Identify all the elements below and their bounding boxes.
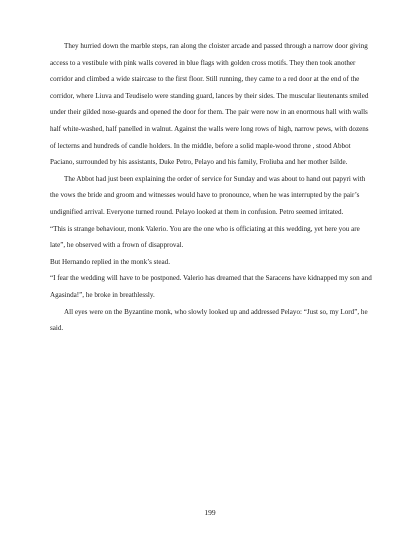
page-number: 199 [204,508,216,517]
paragraph-6: All eyes were on the Byzantine monk, who slowly looked up and addressed Pelayo: “Just so, my Lord”, he said. [50,307,368,333]
paragraph-3: “This is strange behaviour, monk Valerio. You are the one who is officiating at this wedding, yet here you are late”, he observed with a frown of disapproval. [50,224,360,250]
body-text [50,38,375,337]
paragraph-4: But Hernando replied in the monk’s stead. [50,257,170,266]
paragraph-1: They hurried down the marble steps, ran along the cloister arcade and passed through a narrow door giving access to a vestibule with pink walls covered in blue flags with golden cross motifs. They then took another corridor and climbed a wide staircase to the first floor. Still running, they came to a red door at the end of the corridor, where Liuva and Teudiselo were standing guard, lances by their sides. The muscular lieutenants smiled under their gilded nose-guards and opened the door for them. The pair were now in an enormous hall with walls half white-washed, half panelled in walnut. Against the walls were long rows of high, narrow pews, with dozens of lecterns and hundreds of candle holders. In the middle, before a solid maple-wood throne , stood Abbot Paciano, surrounded by his assistants, Duke Petro, Pelayo and his family, Froliuba and her mother Isilde. [50,42,369,167]
paragraph-2: The Abbot had just been explaining the order of service for Sunday and was about to hand out papyri with the vows the bride and groom and witnesses would have to pronounce, when he was interrupted by the pair’s undignified arrival. Everyone turned round. Pelayo looked at them in confusion. Petro seemed irritated. [50,174,366,216]
paragraph-5: “I fear the wedding will have to be postponed. Valerio has dreamed that the Saracens have kidnapped my son and Agasinda!”, he broke in breathlessly. [50,274,372,299]
